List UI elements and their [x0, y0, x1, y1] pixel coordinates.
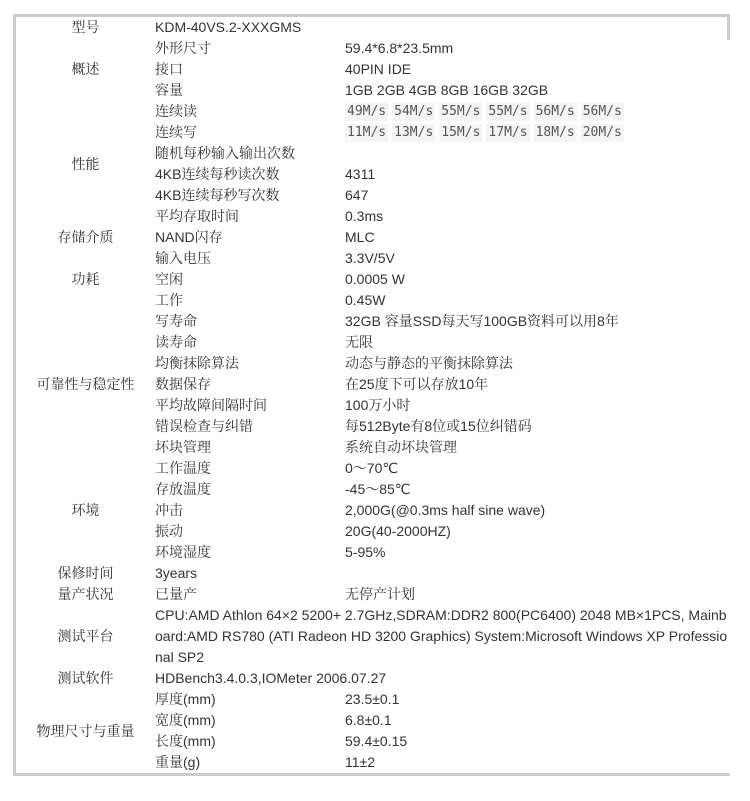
- value-cell: [345, 122, 730, 143]
- attr-cell: 环境湿度: [155, 544, 211, 560]
- speed-chip: 55M/s: [441, 104, 481, 120]
- table-row: [16, 38, 730, 59]
- table-row: [16, 101, 730, 122]
- attr-cell: 工作温度: [155, 460, 211, 476]
- attr-cell: 冲击: [155, 502, 183, 518]
- speed-chip: 13M/s: [394, 125, 434, 141]
- attr-cell: 空闲: [155, 271, 183, 287]
- category-cell: 保修时间: [57, 565, 114, 581]
- attr-cell: 随机每秒输入输出次数: [155, 145, 295, 161]
- attr-cell: 数据保存: [155, 376, 211, 392]
- value-cell: CPU:AMD Athlon 64×2 5200+ 2.7GHz,SDRAM:DDR2 800(PC6400) 2048 MB×1PCS, Mainboard:AMD RS780 (ATI Radeon HD 3200 Graphics) System:Microsoft Windows XP Professional SP2: [155, 607, 728, 665]
- category-cell: 型号: [71, 19, 100, 35]
- attr-cell: 输入电压: [155, 250, 211, 266]
- speed-chip: 18M/s: [535, 125, 575, 141]
- value-cell: 40PIN IDE: [345, 61, 412, 77]
- attr-cell: 读寿命: [155, 334, 197, 350]
- attr-cell: 振动: [155, 523, 183, 539]
- attr-cell: 长度(mm): [155, 733, 216, 749]
- attr-cell: 连续读: [155, 103, 197, 119]
- attr-cell: 容量: [155, 82, 183, 98]
- value-cell: 动态与静态的平衡抹除算法: [345, 355, 513, 371]
- speed-chip: 20M/s: [582, 125, 622, 141]
- value-cell: 无停产计划: [345, 586, 415, 602]
- value-cell: 系统自动坏块管理: [345, 439, 457, 455]
- speed-chip: 55M/s: [488, 104, 528, 120]
- value-cell: 0.3ms: [345, 208, 384, 224]
- attr-cell: 4KB连续每秒读次数: [155, 166, 280, 182]
- table-row: [16, 563, 730, 584]
- attr-cell: 重量(g): [155, 754, 201, 770]
- value-cell: 11±2: [345, 754, 376, 770]
- attr-cell: 宽度(mm): [155, 712, 216, 728]
- value-cell: [345, 101, 730, 122]
- attr-cell: 存放温度: [155, 481, 211, 497]
- value-cell: 6.8±0.1: [345, 712, 392, 728]
- speed-chip: 56M/s: [582, 104, 622, 120]
- value-cell: [345, 143, 730, 164]
- value-cell: MLC: [345, 229, 375, 245]
- value-cell: 23.5±0.1: [345, 691, 400, 707]
- spec-sheet: [13, 14, 730, 776]
- attr-cell: 均衡抹除算法: [155, 355, 239, 371]
- category-cell: 概述: [71, 61, 100, 77]
- table-row: [16, 689, 730, 710]
- table-row: [16, 311, 730, 332]
- value-cell: -45～85℃: [345, 481, 411, 497]
- speed-chip: 49M/s: [347, 104, 387, 120]
- value-cell: 32GB 容量SSD每天写100GB资料可以用8年: [345, 313, 619, 329]
- value-cell: 3years: [155, 565, 198, 581]
- value-cell: KDM-40VS.2-XXXGMS: [155, 19, 302, 35]
- category-cell: 测试软件: [57, 670, 114, 686]
- value-cell: 3.3V/5V: [345, 250, 395, 266]
- attr-cell: 4KB连续每秒写次数: [155, 187, 280, 203]
- attr-cell: 连续写: [155, 124, 197, 140]
- value-cell: 无限: [345, 334, 373, 350]
- spec-table: [16, 17, 730, 773]
- speed-chip: 15M/s: [441, 125, 481, 141]
- attr-cell: 坏块管理: [155, 439, 211, 455]
- value-cell: 0.0005 W: [345, 271, 405, 287]
- value-cell: 5-95%: [345, 544, 386, 560]
- speed-chip: 54M/s: [394, 104, 434, 120]
- table-row: [16, 17, 730, 38]
- table-row: [16, 227, 730, 248]
- category-cell: 性能: [71, 155, 100, 172]
- category-cell: 存储介质: [57, 229, 114, 245]
- value-cell: 59.4±0.15: [345, 733, 408, 749]
- category-cell: 环境: [71, 502, 100, 518]
- table-row: [16, 458, 730, 479]
- speed-chip: 17M/s: [488, 125, 528, 141]
- attr-cell: 错误检查与纠错: [155, 418, 253, 434]
- value-cell: 1GB 2GB 4GB 8GB 16GB 32GB: [345, 82, 549, 98]
- attr-cell: 写寿命: [155, 313, 197, 329]
- value-cell: 20G(40-2000HZ): [345, 523, 451, 539]
- table-row: [16, 584, 730, 605]
- speed-chip: 11M/s: [347, 125, 387, 141]
- value-cell: 4311: [345, 166, 376, 182]
- value-cell: 100万小时: [345, 397, 411, 413]
- attr-cell: 厚度(mm): [155, 691, 216, 707]
- value-cell: 0.45W: [345, 292, 386, 308]
- table-row: [16, 248, 730, 269]
- value-cell: 在25度下可以存放10年: [345, 376, 489, 392]
- attr-cell: NAND闪存: [155, 229, 223, 245]
- attr-cell: 已量产: [155, 586, 197, 602]
- category-cell: 可靠性与稳定性: [36, 376, 135, 392]
- right-border-stub: [727, 17, 730, 40]
- value-cell: 647: [345, 187, 369, 203]
- category-cell: 物理尺寸与重量: [36, 722, 135, 739]
- attr-cell: 工作: [155, 292, 183, 308]
- value-cell: 2,000G(@0.3ms half sine wave): [345, 502, 546, 518]
- attr-cell: 接口: [155, 61, 183, 77]
- value-cell: HDBench3.4.0.3,IOMeter 2006.07.27: [155, 670, 387, 686]
- attr-cell: 外形尺寸: [155, 40, 211, 56]
- table-row: [16, 668, 730, 689]
- value-cell: 每512Byte有8位或15位纠错码: [345, 418, 532, 434]
- attr-cell: 平均存取时间: [155, 208, 239, 224]
- value-cell: 59.4*6.8*23.5mm: [345, 40, 454, 56]
- table-row: [16, 605, 730, 668]
- category-cell: 测试平台: [57, 628, 114, 644]
- category-cell: 量产状况: [57, 586, 114, 602]
- attr-cell: 平均故障间隔时间: [155, 397, 267, 413]
- value-cell: 0～70℃: [345, 460, 399, 476]
- speed-chip: 56M/s: [535, 104, 575, 120]
- category-cell: 功耗: [71, 271, 100, 287]
